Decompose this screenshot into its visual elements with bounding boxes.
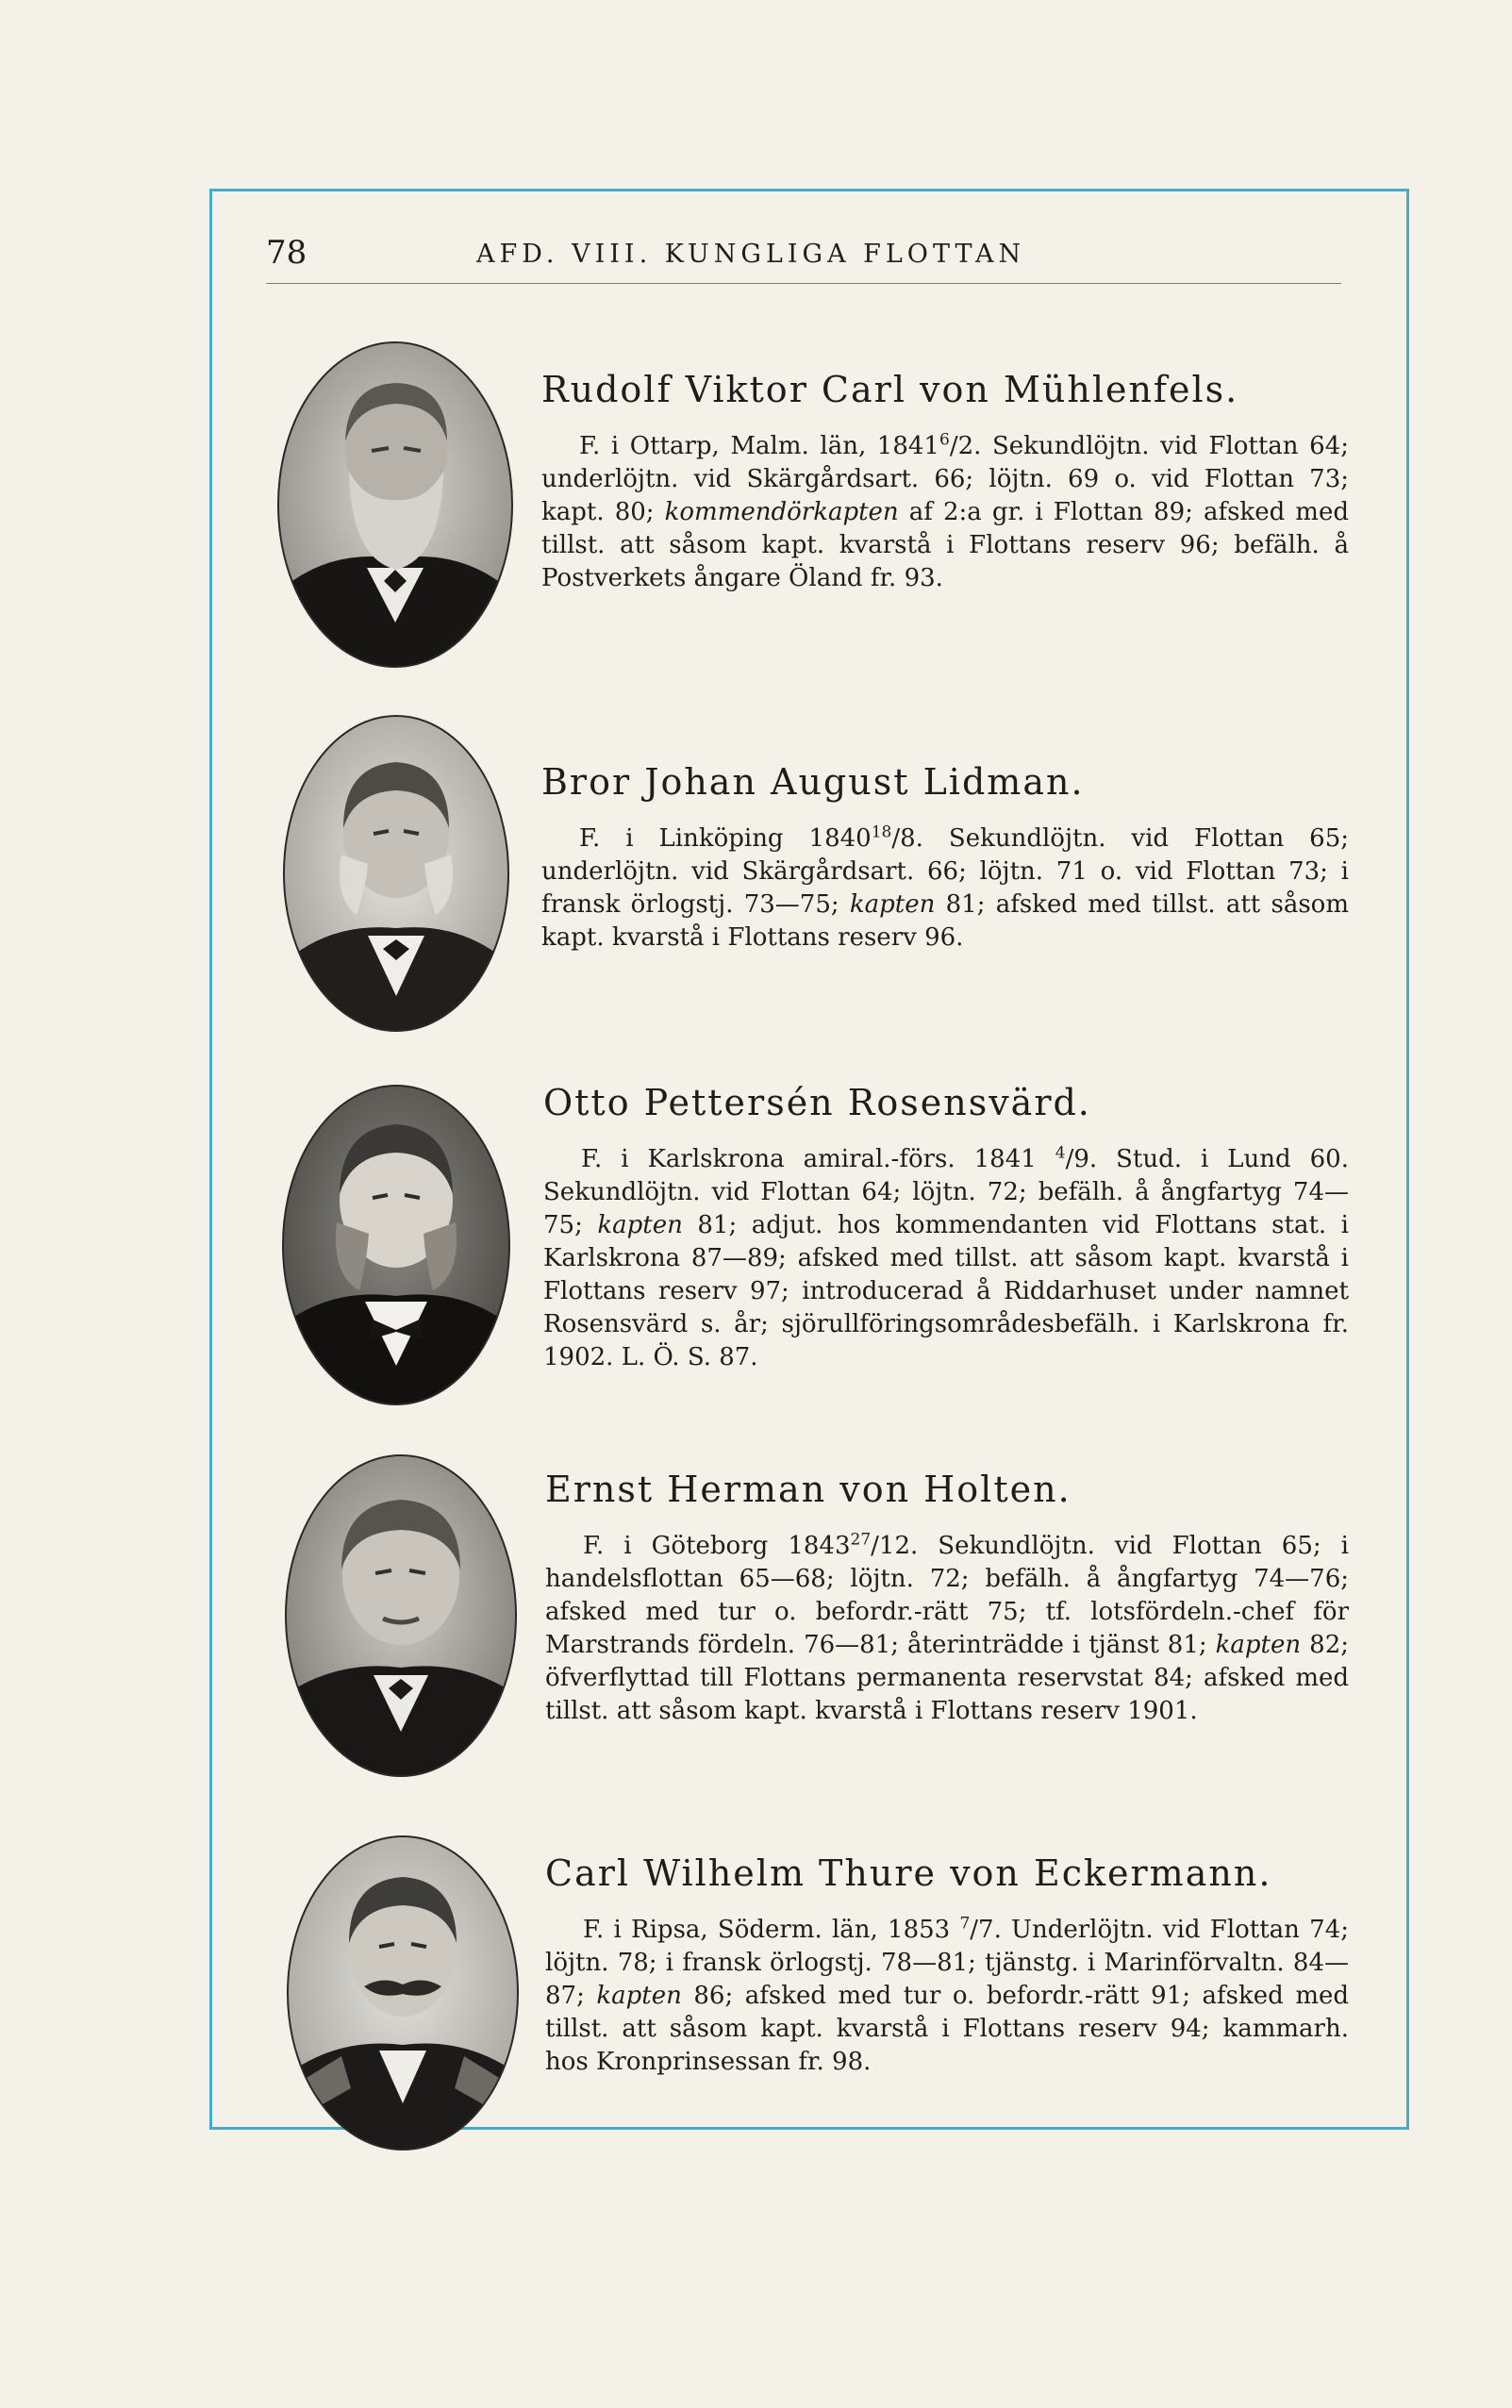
running-title: AFD. VIII. KUNGLIGA FLOTTAN <box>476 240 1026 269</box>
header-rule <box>266 283 1341 284</box>
entry-3 <box>543 1083 1349 1374</box>
portrait-5 <box>285 1834 521 2152</box>
entry-biography: F. i Göteborg 1843$^{27}$/12. Sekundlöjtn. vid Flottan 65; i handelsflottan 65—68; löjtn. 72; befälh. å ångfartyg 74—76; afsked med tur o. befordr.-rätt 75; tf. lotsfördeln.-chef för Marstrands fördeln. 76—81; återinträdde i tjänst 81; kapten 82; öfverflyttad till Flottans permanenta reservstat 84; afsked med tillst. att såsom kapt. kvarstå i Flottans reserv 1901. <box>545 1530 1349 1725</box>
entry-5 <box>545 1853 1349 2079</box>
portrait-4 <box>283 1453 519 1779</box>
entry-name: Bror Johan August Lidman. <box>541 761 1085 803</box>
entry-name: Otto Pettersén Rosensvärd. <box>543 1082 1091 1123</box>
page-number: 78 <box>266 234 307 272</box>
entry-4 <box>545 1470 1349 1728</box>
entry-biography: F. i Karlskrona amiral.-förs. 1841 $^4$/9. Stud. i Lund 60. Sekundlöjtn. vid Flottan 64; löjtn. 72; befälh. å ångfartyg 74—75; kapten 81; adjut. hos kommendanten vid Flottans stat. i Karlskrona 87—89; afsked med tillst. att såsom kapt. kvarstå i Flottans reserv 97; introducerad å Riddarhuset under namnet Rosensvärd s. år; sjörullföringsområdesbefälh. i Karlskrona fr. 1902. L. Ö. S. 87. <box>543 1143 1349 1371</box>
entry-name: Ernst Herman von Holten. <box>545 1469 1072 1510</box>
page-header <box>266 234 1341 281</box>
portrait-3 <box>280 1083 512 1407</box>
entry-biography: F. i Ripsa, Söderm. län, 1853 $^7$/7. Underlöjtn. vid Flottan 74; löjtn. 78; i fransk örlogstj. 78—81; tjänstg. i Marinförvaltn. 84—87; kapten 86; afsked med tur o. befordr.-rätt 91; afsked med tillst. att såsom kapt. kvarstå i Flottans reserv 94; kammarh. hos Kronprinsessan fr. 98. <box>545 1914 1350 2076</box>
entry-biography: F. i Ottarp, Malm. län, 1841$^6$/2. Sekundlöjtn. vid Flottan 64; underlöjtn. vid Skärgårdsart. 66; löjtn. 69 o. vid Flottan 73; kapt. 80; kommendörkapten af 2:a gr. i Flottan 89; afsked med tillst. att såsom kapt. kvarstå i Flottans reserv 96; befälh. å Postverkets ångare Öland fr. 93. <box>541 430 1350 592</box>
portrait-1 <box>275 340 515 670</box>
entry-name: Rudolf Viktor Carl von Mühlenfels. <box>541 369 1239 410</box>
entry-2 <box>541 762 1349 955</box>
entry-name: Carl Wilhelm Thure von Eckermann. <box>545 1852 1272 1894</box>
entry-biography: F. i Linköping 1840$^{18}$/8. Sekundlöjtn. vid Flottan 65; underlöjtn. vid Skärgårdsart. 66; löjtn. 71 o. vid Flottan 73; i fransk örlogstj. 73—75; kapten 81; afsked med tillst. att såsom kapt. kvarstå i Flottans reserv 96. <box>541 822 1349 952</box>
portrait-2 <box>281 713 511 1034</box>
entry-1 <box>541 370 1349 595</box>
